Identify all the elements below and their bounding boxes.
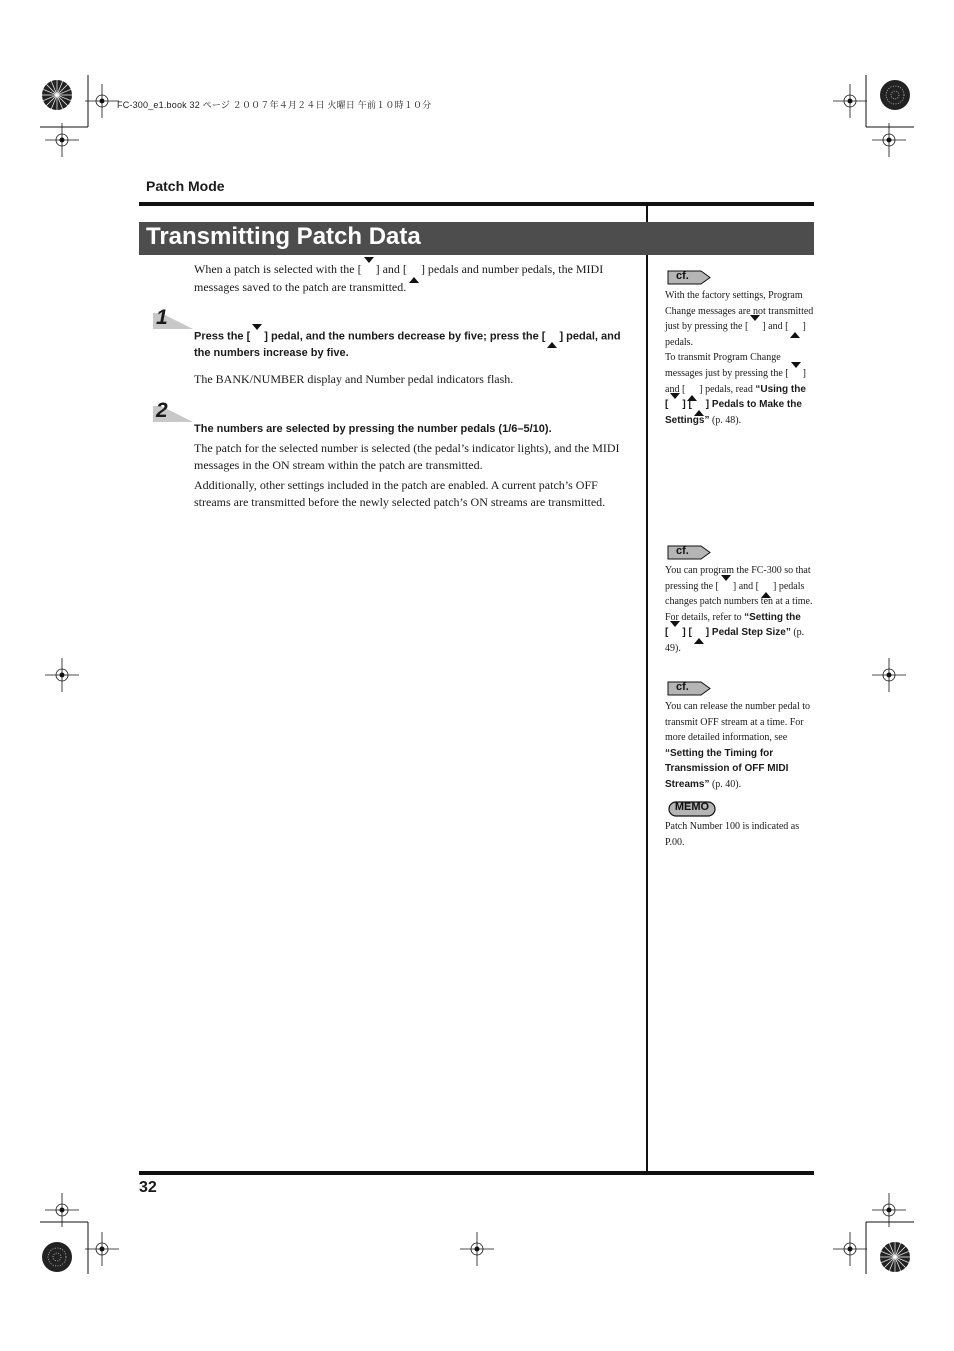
cf-label: cf. bbox=[676, 270, 689, 282]
registration-mark bbox=[458, 1230, 496, 1268]
step-number: 1 bbox=[156, 306, 168, 329]
starburst-mark-bottom-right bbox=[878, 1240, 912, 1274]
starburst-mark-top-left bbox=[40, 78, 74, 112]
pedal-down-icon bbox=[364, 257, 374, 277]
registration-mark bbox=[870, 1191, 908, 1229]
memo-label: MEMO bbox=[674, 801, 710, 813]
registration-mark bbox=[83, 1230, 121, 1268]
registration-mark bbox=[870, 121, 908, 159]
print-header: FC-300_e1.book 32 ページ ２００７年４月２４日 火曜日 午前１０時１０分 bbox=[117, 100, 432, 110]
starburst-mark-top-right bbox=[878, 78, 912, 112]
pedal-up-icon bbox=[409, 263, 419, 283]
registration-mark bbox=[43, 656, 81, 694]
pedal-down-icon bbox=[721, 575, 731, 592]
registration-mark bbox=[831, 82, 869, 120]
sidebar-note: You can release the number pedal to transmit OFF stream at a time. For more detailed information, see “Setting the Timing for Transmission of OFF MIDI Streams” (p. 40). bbox=[665, 701, 811, 790]
cf-reference-icon bbox=[667, 681, 711, 696]
pedal-down-icon bbox=[750, 315, 760, 332]
step-body: Additionally, other settings included in the patch are enabled. A current patch’s OFF streams are transmitted before the newly selected patch’s ON streams are transmitted. bbox=[194, 478, 606, 509]
cf-label: cf. bbox=[676, 681, 689, 693]
pedal-up-icon bbox=[694, 627, 704, 644]
step-body: The BANK/NUMBER display and Number pedal indicators flash. bbox=[194, 372, 514, 386]
registration-mark bbox=[43, 121, 81, 159]
page-title: Transmitting Patch Data bbox=[146, 223, 421, 250]
registration-mark bbox=[831, 1230, 869, 1268]
registration-mark bbox=[83, 82, 121, 120]
intro-paragraph: When a patch is selected with the [ ] and [ ] pedals and number pedals, the MIDI messages saved to the patch are transmitted. bbox=[194, 261, 630, 296]
section-label: Patch Mode bbox=[146, 178, 225, 194]
sidebar-note: You can program the FC-300 so that pressing the [ ] and [ ] pedals changes patch numbers ten at a time. For details, refer to “Setting the [ ] [ ] Pedal Step Size” (p. 49). bbox=[665, 565, 813, 655]
registration-mark bbox=[43, 1191, 81, 1229]
pedal-down-icon bbox=[791, 362, 801, 379]
starburst-mark-bottom-left bbox=[40, 1240, 74, 1274]
sidebar-note: With the factory settings, Program Change messages are not transmitted just by pressing the [ ] and [ ] pedals. To transmit Program Change messages just by pressing the [ ] and [ ] pedals, read “Using the [ ] [ ] Pedals to Make the Settings” (p. 48). bbox=[665, 290, 814, 427]
pedal-down-icon bbox=[252, 324, 262, 342]
bottom-rule bbox=[139, 1171, 814, 1175]
pedal-up-icon bbox=[694, 399, 704, 416]
pedal-up-icon bbox=[547, 330, 557, 348]
step-body: The patch for the selected number is selected (the pedal’s indicator lights), and the MIDI messages in the ON stream within the patch are transmitted. bbox=[194, 441, 620, 472]
step-instruction: The numbers are selected by pressing the number pedals (1/6–5/10). bbox=[194, 423, 552, 435]
column-divider bbox=[646, 206, 648, 1172]
step-instruction: Press the [ ] pedal, and the numbers decrease by five; press the [ ] pedal, and the numbers increase by five. bbox=[194, 328, 630, 362]
page-number: 32 bbox=[139, 1179, 157, 1196]
top-rule bbox=[139, 202, 814, 206]
pedal-up-icon bbox=[790, 321, 800, 338]
memo-note: Patch Number 100 is indicated as P.00. bbox=[665, 821, 800, 848]
pedal-down-icon bbox=[670, 621, 680, 638]
cf-reference-icon bbox=[667, 545, 711, 560]
step-number: 2 bbox=[156, 399, 168, 422]
cf-label: cf. bbox=[676, 545, 689, 557]
registration-mark bbox=[870, 656, 908, 694]
cf-reference-icon bbox=[667, 270, 711, 285]
pedal-down-icon bbox=[670, 393, 680, 410]
